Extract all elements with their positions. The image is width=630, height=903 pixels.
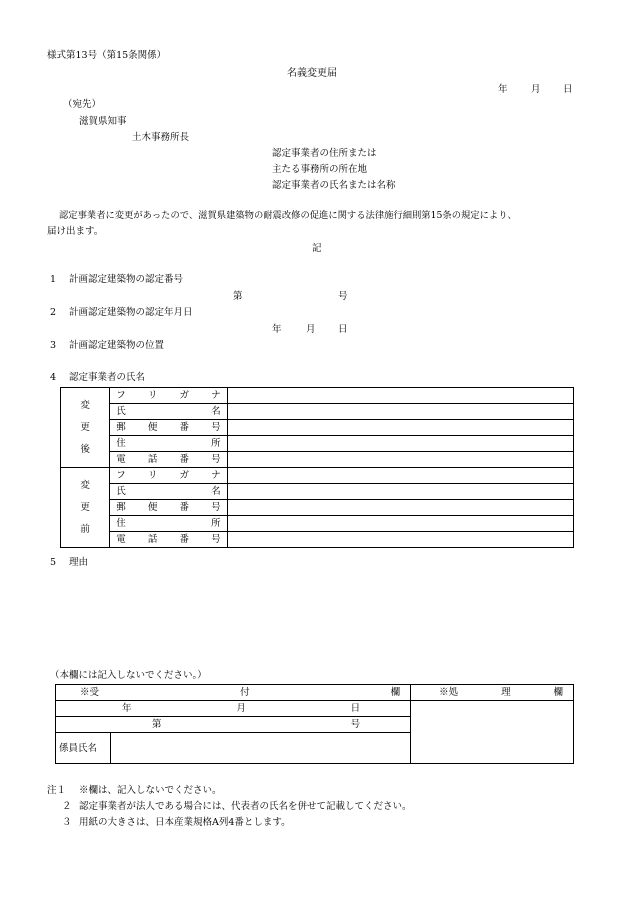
staff-name-field	[111, 733, 411, 764]
note-2: 認定事業者が法人である場合には、代表者の氏名を併せて記載してください。	[79, 801, 412, 812]
reception-header: ※受 付 欄	[56, 685, 411, 701]
note-2-number: ２	[62, 801, 72, 812]
office-use-note: （本欄には記入しないでください。）	[50, 670, 207, 681]
addressee-to: （宛先）	[63, 99, 102, 110]
after-change-label: 変 更 後	[61, 388, 110, 468]
name-label: 氏 名	[110, 484, 227, 500]
item2-day: 日	[338, 324, 348, 335]
body-text-line1: 認定事業者に変更があったので、滋賀県建築物の耐震改修の促進に関する法律施行細則第15条の規定により、	[59, 210, 517, 221]
note-3: 用紙の大きさは、日本産業規格A列4番とします。	[79, 817, 291, 828]
before-name-field[interactable]	[227, 484, 573, 500]
item1-number: 1	[50, 274, 57, 285]
form-reference: 様式第13号（第15条関係）	[47, 50, 167, 61]
furigana-label: フ リ ガ ナ	[110, 388, 227, 404]
addressee-office: 土木事務所長	[132, 132, 190, 143]
item2-label: 計画認定建築物の認定年月日	[69, 307, 193, 318]
applicant-office-label: 主たる事務所の所在地	[272, 164, 368, 175]
after-name-field[interactable]	[227, 404, 573, 420]
form-title: 名義変更届	[287, 68, 337, 79]
staff-name-label: 係員氏名	[56, 733, 111, 764]
item4-number: 4	[50, 372, 57, 383]
item3-number: 3	[50, 340, 57, 351]
after-phone-field[interactable]	[227, 452, 573, 468]
name-change-table	[60, 387, 574, 548]
date-month: 月	[531, 84, 541, 95]
before-address-field[interactable]	[227, 516, 573, 532]
item5-label: 理由	[69, 557, 89, 568]
item2-month: 月	[306, 324, 316, 335]
body-text-line2: 届け出ます。	[47, 226, 104, 237]
postal-code-label: 郵 便 番 号	[110, 500, 227, 516]
item2-year: 年	[272, 324, 282, 335]
applicant-address-label: 認定事業者の住所または	[272, 148, 377, 159]
note-3-number: ３	[62, 817, 72, 828]
processing-header: ※処 理 欄	[411, 685, 574, 701]
item3-label: 計画認定建築物の位置	[69, 340, 165, 351]
reception-number: 第 号	[56, 717, 411, 733]
phone-label: 電 話 番 号	[110, 452, 227, 468]
item1-dai: 第	[233, 291, 243, 302]
office-use-table	[55, 684, 574, 764]
before-postal-code-field[interactable]	[227, 500, 573, 516]
item1-go: 号	[338, 291, 348, 302]
address-label: 住 所	[110, 436, 227, 452]
reception-date: 年 月 日	[56, 701, 411, 717]
ki-heading: 記	[312, 243, 322, 254]
item5-number: 5	[50, 557, 57, 568]
addressee-governor: 滋賀県知事	[79, 116, 127, 127]
after-address-field[interactable]	[227, 436, 573, 452]
item2-number: 2	[50, 307, 57, 318]
applicant-name-label: 認定事業者の氏名または名称	[272, 180, 396, 191]
address-label: 住 所	[110, 516, 227, 532]
postal-code-label: 郵 便 番 号	[110, 420, 227, 436]
phone-label: 電 話 番 号	[110, 532, 227, 548]
before-change-label: 変 更 前	[61, 468, 110, 548]
before-phone-field[interactable]	[227, 532, 573, 548]
processing-field	[411, 701, 574, 764]
name-label: 氏 名	[110, 404, 227, 420]
notes-label: 注１	[47, 785, 67, 796]
date-year: 年	[498, 84, 508, 95]
furigana-label: フ リ ガ ナ	[110, 468, 227, 484]
date-day: 日	[563, 84, 573, 95]
item4-label: 認定事業者の氏名	[69, 372, 146, 383]
after-furigana-field[interactable]	[227, 388, 573, 404]
after-postal-code-field[interactable]	[227, 420, 573, 436]
item1-label: 計画認定建築物の認定番号	[69, 274, 184, 285]
before-furigana-field[interactable]	[227, 468, 573, 484]
note-1: ※欄は、記入しないでください。	[79, 785, 222, 796]
